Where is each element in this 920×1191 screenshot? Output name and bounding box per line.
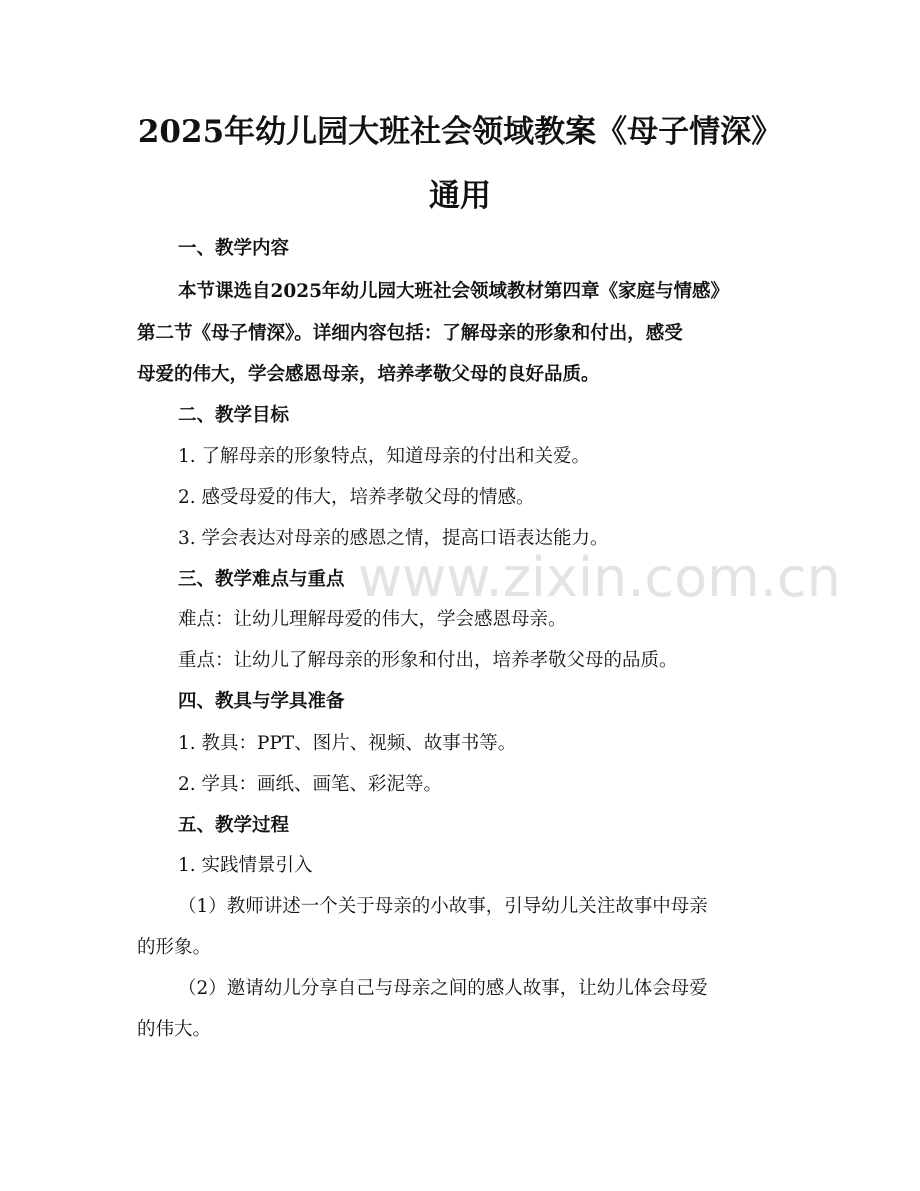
process-sub-2-line-2: 的伟大。 xyxy=(137,1019,212,1040)
material-item-2: 2. 学具：画纸、画笔、彩泥等。 xyxy=(178,774,443,795)
page-title-line-2: 通用 xyxy=(429,178,491,214)
difficulty-text: 难点：让幼儿理解母爱的伟大，学会感恩母亲。 xyxy=(178,609,567,630)
section-heading-key-points: 三、教学难点与重点 xyxy=(178,569,345,590)
section-heading-goals: 二、教学目标 xyxy=(178,405,290,426)
material-item-1: 1. 教具：PPT、图片、视频、故事书等。 xyxy=(178,733,517,754)
goal-item-3: 3. 学会表达对母亲的感恩之情，提高口语表达能力。 xyxy=(178,528,609,549)
goal-item-2: 2. 感受母爱的伟大，培养孝敬父母的情感。 xyxy=(178,487,535,508)
content-paragraph-line-1: 本节课选自2025年幼儿园大班社会领域教材第四章《家庭与情感》 xyxy=(178,281,729,302)
focus-text: 重点：让幼儿了解母亲的形象和付出，培养孝敬父母的品质。 xyxy=(178,650,678,671)
goal-item-1: 1. 了解母亲的形象特点，知道母亲的付出和关爱。 xyxy=(178,446,591,467)
process-sub-2-line-1: （2）邀请幼儿分享自己与母亲之间的感人故事，让幼儿体会母爱 xyxy=(178,978,708,999)
section-heading-materials: 四、教具与学具准备 xyxy=(178,691,345,712)
process-sub-1-line-2: 的形象。 xyxy=(137,937,212,958)
process-sub-1-line-1: （1）教师讲述一个关于母亲的小故事，引导幼儿关注故事中母亲 xyxy=(178,896,708,917)
section-heading-content: 一、教学内容 xyxy=(178,238,290,259)
section-heading-process: 五、教学过程 xyxy=(178,815,290,836)
watermark: www.zixin.com.cn xyxy=(358,546,841,609)
content-paragraph-line-2: 第二节《母子情深》。详细内容包括：了解母亲的形象和付出，感受 xyxy=(137,323,683,344)
page-title-line-1: 2025年幼儿园大班社会领域教案《母子情深》 xyxy=(137,114,783,150)
process-step-1: 1. 实践情景引入 xyxy=(178,855,313,876)
content-paragraph-line-3: 母爱的伟大，学会感恩母亲，培养孝敬父母的良好品质。 xyxy=(137,364,600,385)
